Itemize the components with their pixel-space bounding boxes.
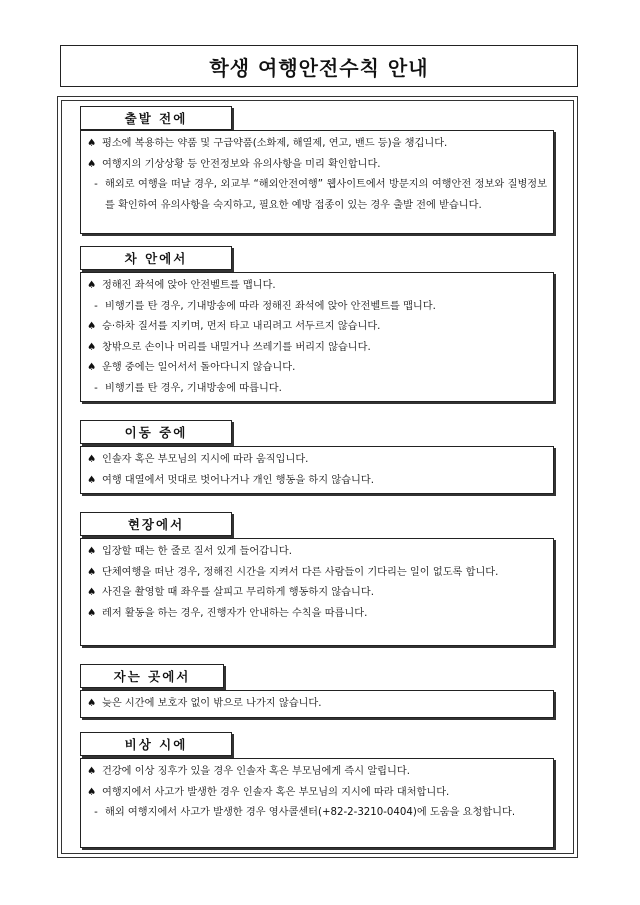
section-box-emergency [80, 758, 554, 848]
section-header-while-moving: 이동 중에 [80, 420, 232, 444]
dash-marker: - [94, 179, 98, 190]
dash-marker: - [94, 300, 98, 312]
spade-icon: ♠ [87, 138, 97, 149]
list-item: - 해외로 여행을 떠날 경우, 외교부 “해외안전여행” 웹사이트에서 방문지의 여행안전 정보와 질병정보를 확인하여 유의사항을 숙지하고, 필요한 예방 접종이 있는 경우 출발 전에 받습니다. [87, 175, 547, 216]
section-header-before-departure: 출발 전에 [80, 106, 232, 130]
list-item: ♠ 평소에 복용하는 약품 및 구급약품(소화제, 해열제, 연고, 밴드 등)을 챙깁니다. [87, 134, 547, 155]
list-item: ♠ 인솔자 혹은 부모님의 지시에 따라 움직입니다. [87, 450, 547, 471]
list-item: ♠ 단체여행을 떠난 경우, 정해진 시간을 지켜서 다른 사람들이 기다리는 일이 없도록 합니다. [87, 563, 547, 584]
section-header-in-vehicle: 차 안에서 [80, 246, 232, 270]
section-box-while-moving [80, 446, 554, 494]
spade-icon: ♠ [87, 321, 97, 332]
list-item: - 해외 여행지에서 사고가 발생한 경우 영사콜센터(+82-2-3210-0404)에 도움을 요청합니다. [87, 803, 547, 824]
spade-icon: ♠ [87, 474, 97, 486]
list-item: ♠ 승·하차 질서를 지키며, 먼저 타고 내리려고 서두르지 않습니다. [87, 317, 547, 338]
section-header-emergency: 비상 시에 [80, 732, 232, 756]
list-item: ♠ 건강에 이상 징후가 있을 경우 인솔자 혹은 부모님에게 즉시 알립니다. [87, 762, 547, 783]
section-box-lodging [80, 690, 554, 718]
list-item: ♠ 늦은 시간에 보호자 없이 밖으로 나가지 않습니다. [87, 694, 547, 715]
list-item: - 비행기를 탄 경우, 기내방송에 따릅니다. [87, 379, 547, 400]
spade-icon: ♠ [87, 454, 97, 465]
page-title: 학생 여행안전수칙 안내 [60, 45, 578, 87]
list-item: ♠ 레저 활동을 하는 경우, 진행자가 안내하는 수칙을 따릅니다. [87, 604, 547, 625]
list-item: ♠ 여행 대열에서 멋대로 벗어나거나 개인 행동을 하지 않습니다. [87, 471, 547, 492]
section-header-lodging: 자는 곳에서 [80, 664, 224, 688]
list-item: ♠ 사진을 촬영할 때 좌우를 살피고 무리하게 행동하지 않습니다. [87, 583, 547, 604]
list-item: ♠ 정해진 좌석에 앉아 안전벨트를 맵니다. [87, 276, 547, 297]
list-item: ♠ 여행지의 기상상황 등 안전정보와 유의사항을 미리 확인합니다. [87, 155, 547, 176]
spade-icon: ♠ [87, 786, 97, 798]
list-item: ♠ 운행 중에는 일어서서 돌아다니지 않습니다. [87, 358, 547, 379]
spade-icon: ♠ [87, 698, 97, 709]
section-box-in-vehicle [80, 272, 554, 402]
spade-icon: ♠ [87, 546, 97, 557]
dash-marker: - [94, 382, 98, 394]
spade-icon: ♠ [87, 280, 97, 291]
spade-icon: ♠ [87, 766, 97, 777]
section-box-before-departure [80, 130, 554, 234]
dash-marker: - [94, 807, 98, 818]
list-item: ♠ 창밖으로 손이나 머리를 내밀거나 쓰레기를 버리지 않습니다. [87, 338, 547, 359]
spade-icon: ♠ [87, 607, 97, 619]
spade-icon: ♠ [87, 362, 97, 373]
spade-icon: ♠ [87, 158, 97, 170]
list-item: ♠ 여행지에서 사고가 발생한 경우 인솔자 혹은 부모님의 지시에 따라 대처합니다. [87, 783, 547, 804]
spade-icon: ♠ [87, 341, 97, 353]
list-item: - 비행기를 탄 경우, 기내방송에 따라 정해진 좌석에 앉아 안전벨트를 맵니다. [87, 297, 547, 318]
list-item: ♠ 입장할 때는 한 줄로 질서 있게 들어갑니다. [87, 542, 547, 563]
spade-icon: ♠ [87, 587, 97, 598]
section-box-on-site [80, 538, 554, 646]
spade-icon: ♠ [87, 566, 97, 578]
section-header-on-site: 현장에서 [80, 512, 232, 536]
